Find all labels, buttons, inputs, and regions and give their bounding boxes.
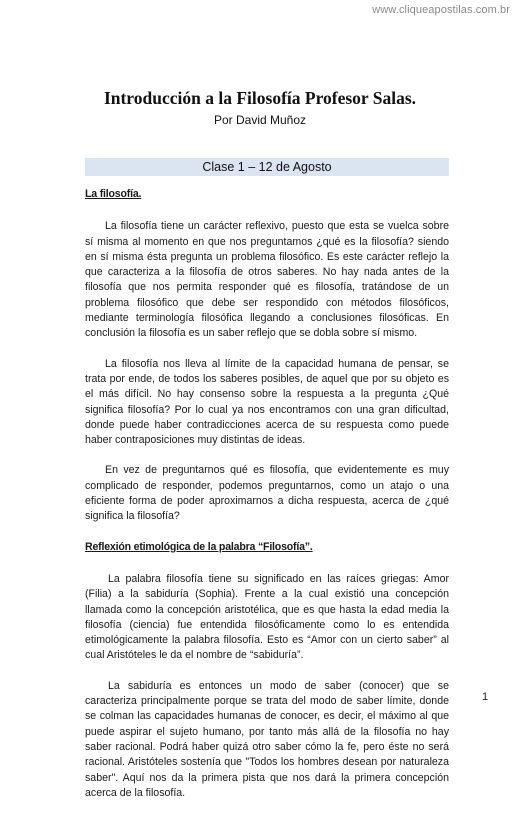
class-header-banner: Clase 1 – 12 de Agosto (85, 158, 449, 176)
section-etymology (85, 540, 449, 801)
paragraph (85, 572, 449, 664)
section-heading: La filosofía. (85, 188, 142, 200)
paragraph (85, 219, 449, 341)
document-author: Por David Muñoz (213, 113, 307, 127)
paragraph-text: La filosofía tiene un carácter reflexivo, puesto que esta se vuelca sobre sí misma al momento en que nos preguntamos ¿qué es la filosofía? siendo en sí misma ésta pregunta un problema filosófico. Es este carácter reflejo la que caracteriza a la filosofía de otros saberes. No hay nada antes de la filosofía que nos permita responder qué es filosofía, tratándose de un problema filosófico que debe ser respondido con métodos filosóficos, mediante terminología filosófica llegando a conclusiones filosóficas. En conclusión la filosofía es un saber reflejo que se dobla sobre sí mismo. (85, 220, 449, 340)
site-watermark: www.cliqueapostilas.com.br (372, 4, 510, 16)
paragraph-text: La sabiduría es entonces un modo de saber (conocer) que se caracteriza principalmente porque se trata del modo de saber límite, donde se colman las capacidades humanas de conocer, es decir, el máximo al que puede aspirar el sujeto humano, por tanto más allá de la filosofía no hay saber racional. Podrá haber quizá otro saber cómo la fe, pero éste no será racional. Aristóteles sostenía que "Todos los hombres desean por naturaleza saber". Aquí nos da la primera pista que nos dará la primera concepción acerca de la filosofía. (85, 679, 449, 799)
page-number: 1 (482, 691, 489, 703)
section-heading: Reflexión etimológica de la palabra “Filosofía”. (85, 540, 313, 553)
document-body (85, 187, 449, 816)
document-title: Introducción a la Filosofía Profesor Salas. (103, 88, 417, 108)
paragraph-text: La filosofía nos lleva al límite de la capacidad humana de pensar, se trata por ende, de todos los saberes posibles, de aquel que por su objeto es el más difícil. No hay consenso sobre la respuesta a la pregunta ¿Qué significa filosofía? Por lo cual ya nos encontramos con una gran dificultad, donde puede haber contradicciones acerca de su respuesta como puede haber contraposiciones muy distintas de ideas. (85, 357, 449, 447)
section-philosophy (85, 187, 449, 525)
paragraph-text: En vez de preguntarnos qué es filosofía, que evidentemente es muy complicado de responder, podemos preguntarnos, como un atajo o una eficiente forma de poder aproximarnos a dicha respuesta, acerca de ¿qué significa la filosofía? (85, 464, 449, 523)
paragraph (85, 679, 449, 801)
paragraph (85, 463, 449, 524)
paragraph-text: La palabra filosofía tiene su significado en las raíces griegas: Amor (Filia) a la sabiduría (Sophia). Frente a la cual existió una concepción llamada como la concepción aristotélica, que es que hasta la edad media la filosofía (ciencia) fue entendida filosóficamente como lo es entendida etimológicamente la palabra filosofía. Esto es “Amor con un cierto saber” al cual Aristóteles le da el nombre de “sabiduría”. (85, 572, 449, 662)
paragraph (85, 357, 449, 449)
